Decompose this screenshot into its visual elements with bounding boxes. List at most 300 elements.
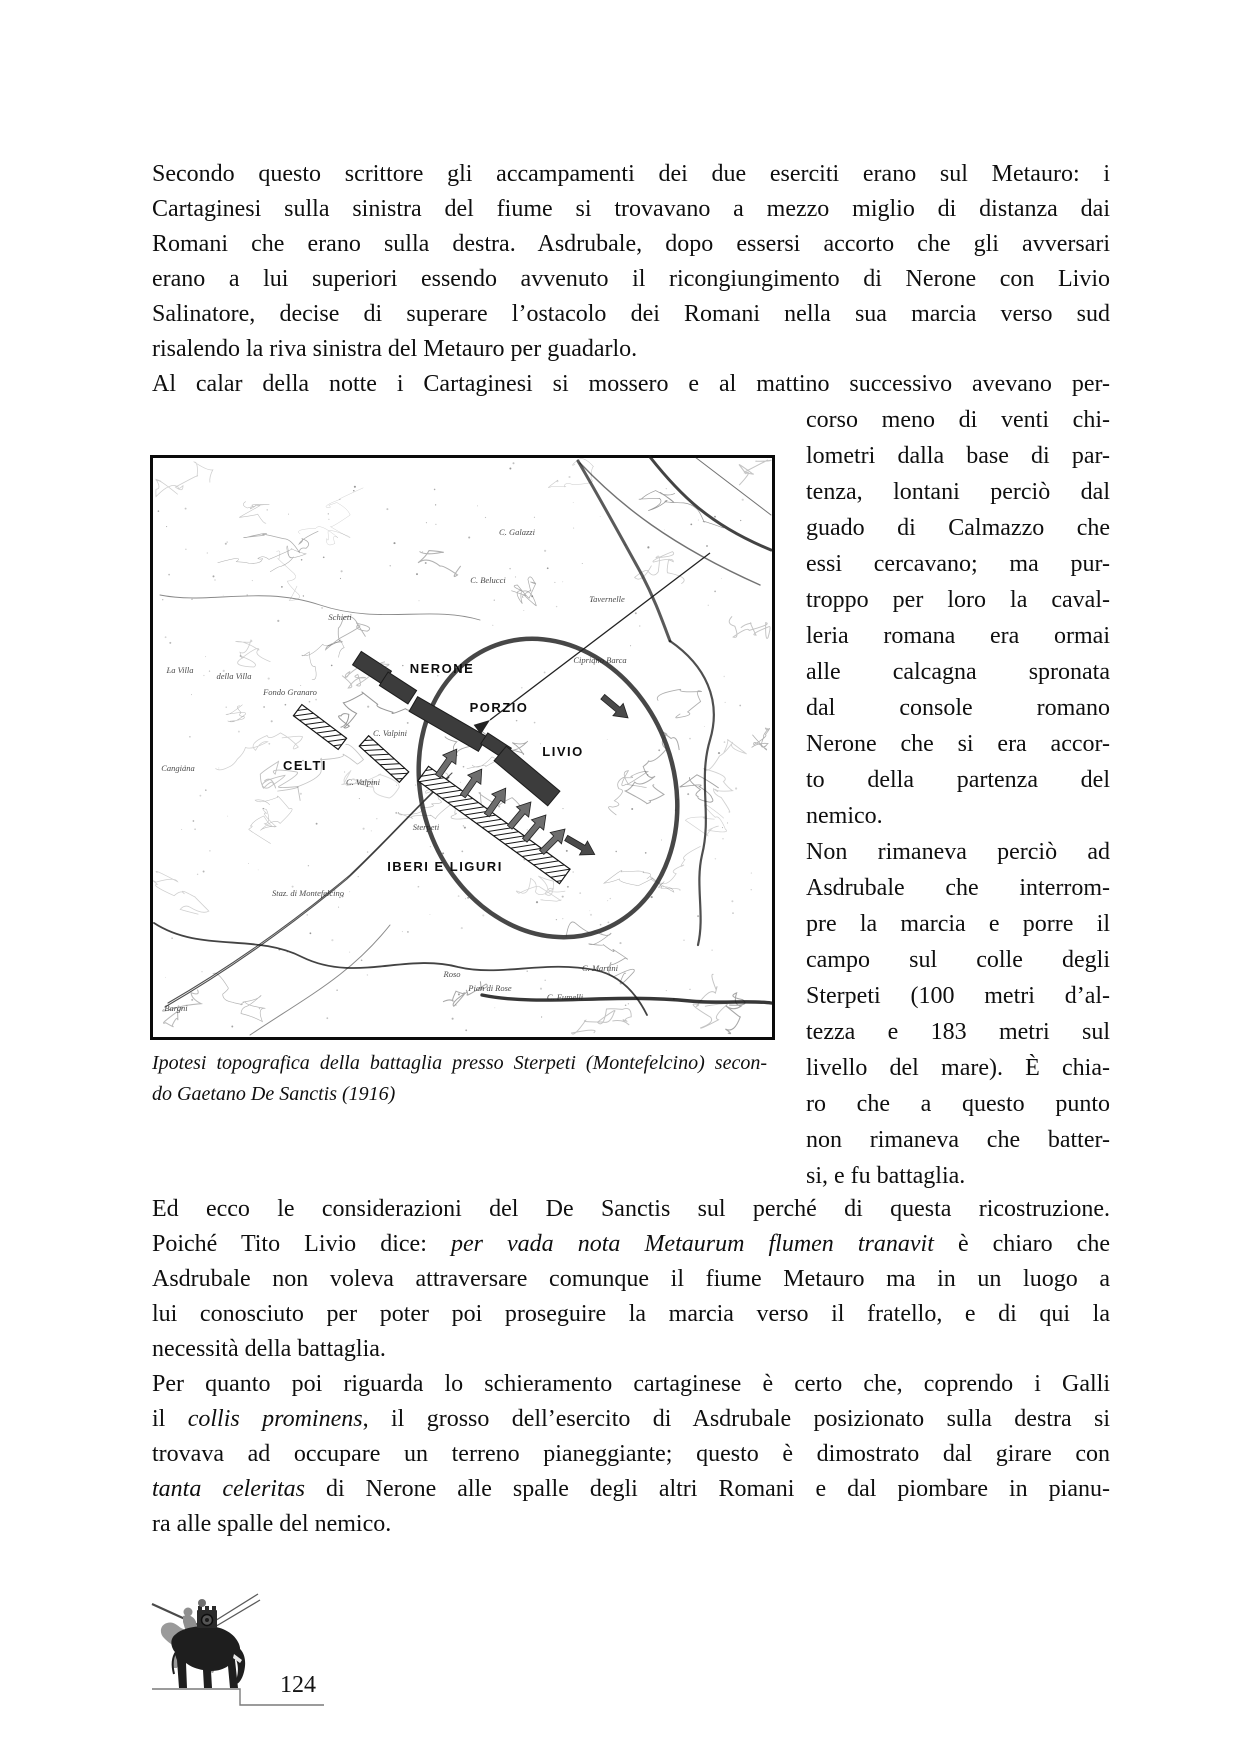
text-line	[806, 1122, 1110, 1158]
paragraph-3	[152, 1192, 1110, 1367]
terrain-dot	[422, 551, 423, 552]
text-line	[806, 870, 1110, 906]
terrain-dot	[714, 591, 716, 593]
terrain-dot	[300, 685, 301, 686]
terrain-dot	[647, 546, 649, 548]
terrain-dot	[534, 517, 535, 518]
shield-boss	[205, 1618, 209, 1622]
text-segment: do Gaetano De Sanctis (1916)	[152, 1083, 396, 1105]
army-label: LIVIO	[542, 744, 584, 759]
text-segment: nemico.	[806, 803, 883, 829]
text-line	[806, 978, 1110, 1014]
terrain-dot	[461, 927, 463, 929]
text-line	[152, 157, 1110, 192]
text-line	[152, 1192, 1110, 1227]
place-label: C. Valpini	[345, 777, 381, 787]
terrain-dot	[165, 636, 167, 638]
howdah-crenel	[205, 1606, 209, 1611]
terrain-dot	[162, 599, 163, 600]
terrain-dot	[169, 642, 171, 644]
text-segment: erano a lui superiori essendo avvenuto il ricongiungimento di Nerone con Livio	[152, 266, 1110, 292]
lance-line	[213, 1600, 260, 1628]
terrain-dot	[390, 565, 391, 566]
terrain-dot	[651, 896, 653, 898]
terrain-dot	[191, 599, 192, 600]
terrain-dot	[607, 739, 608, 740]
terrain-dot	[165, 977, 166, 978]
terrain-dot	[513, 462, 515, 464]
terrain-dot	[191, 999, 193, 1001]
text-segment: tezza e 183 metri sul	[806, 1019, 1110, 1045]
terrain-dot	[718, 752, 720, 754]
terrain-dot	[315, 699, 317, 701]
terrain-dot	[527, 829, 528, 830]
text-line	[806, 690, 1110, 726]
terrain-dot	[706, 545, 708, 547]
terrain-dot	[416, 573, 418, 575]
terrain-dot	[722, 827, 723, 828]
text-segment: trovava ad occupare un terreno pianeggiante; questo è dimostrato dal girare con	[152, 1441, 1110, 1467]
text-line	[152, 1472, 1110, 1507]
terrain-dot	[376, 818, 377, 819]
terrain-dot	[461, 851, 463, 853]
place-label: C. Belucci	[470, 575, 506, 585]
terrain-dot	[185, 549, 186, 550]
text-line	[152, 1367, 1110, 1402]
elephant-cavalry-logo	[150, 1592, 262, 1690]
terrain-dot	[494, 1007, 495, 1008]
terrain-dot	[645, 852, 647, 854]
place-label: Tavernelle	[589, 594, 625, 604]
text-line	[806, 906, 1110, 942]
terrain-dot	[523, 610, 524, 611]
terrain-dot	[199, 795, 201, 797]
terrain-dot	[213, 575, 215, 577]
terrain-dot	[328, 513, 329, 514]
terrain-dot	[185, 508, 187, 510]
terrain-dot	[248, 863, 249, 864]
page-number: 124	[280, 1672, 316, 1698]
terrain-dot	[687, 793, 689, 795]
terrain-dot	[202, 971, 203, 972]
text-segment: livello del mare). È chia-	[806, 1055, 1110, 1081]
terrain-dot	[181, 829, 182, 830]
terrain-dot	[556, 606, 557, 607]
terrain-dot	[607, 921, 609, 923]
terrain-dot	[732, 912, 734, 914]
terrain-dot	[386, 508, 388, 510]
text-segment: guado di Calmazzo che	[806, 515, 1110, 541]
terrain-dot	[308, 865, 309, 866]
text-segment: lometri dalla base di par-	[806, 443, 1110, 469]
terrain-dot	[158, 510, 160, 512]
terrain-dot	[361, 960, 363, 962]
terrain-dot	[477, 505, 478, 506]
text-segment: di Nerone alle spalle degli altri Romani e dal piombare in pianu-	[304, 1476, 1110, 1502]
terrain-dot	[698, 520, 699, 521]
place-label: C. Valpini	[372, 728, 408, 738]
text-segment: essi cercavano; ma pur-	[806, 551, 1110, 577]
terrain-dot	[307, 914, 308, 915]
terrain-dot	[619, 942, 621, 944]
terrain-dot	[573, 502, 574, 503]
text-line	[806, 582, 1110, 618]
terrain-dot	[353, 490, 354, 491]
terrain-dot	[527, 971, 528, 972]
text-line	[152, 1048, 767, 1079]
terrain-dot	[227, 816, 228, 817]
terrain-dot	[607, 900, 608, 901]
terrain-dot	[573, 528, 574, 529]
terrain-dot	[740, 520, 741, 521]
text-line	[152, 192, 1110, 227]
terrain-dot	[442, 852, 444, 854]
terrain-dot	[247, 594, 248, 595]
terrain-dot	[536, 901, 538, 903]
terrain-dot	[252, 580, 253, 581]
terrain-dot	[482, 914, 484, 916]
text-segment: Asdrubale che interrom-	[806, 875, 1110, 901]
terrain-dot	[214, 579, 215, 580]
terrain-dot	[168, 574, 170, 576]
terrain-dot	[367, 706, 369, 708]
terrain-dot	[258, 869, 259, 870]
terrain-dot	[395, 812, 397, 814]
text-segment: tenza, lontani perciò dal	[806, 479, 1110, 505]
text-segment: dal console romano	[806, 695, 1110, 721]
terrain-dot	[268, 743, 270, 745]
text-segment: Ipotesi topografica della battaglia presso Sterpeti (Montefelcino) secon-	[152, 1052, 767, 1074]
terrain-dot	[358, 876, 359, 877]
place-label: Cipriano Barca	[573, 655, 627, 665]
terrain-dot	[498, 807, 499, 808]
text-line	[152, 1262, 1110, 1297]
terrain-dot	[485, 517, 486, 518]
terrain-dot	[468, 536, 470, 538]
terrain-dot	[435, 524, 436, 525]
terrain-dot	[191, 694, 192, 695]
lance-line	[210, 1594, 258, 1624]
text-line	[152, 1227, 1110, 1262]
terrain-dot	[689, 738, 691, 740]
terrain-dot	[367, 851, 369, 853]
terrain-dot	[562, 896, 564, 898]
terrain-dot	[579, 892, 581, 894]
terrain-dot	[418, 886, 420, 888]
terrain-dot	[326, 1017, 328, 1019]
text-segment: Cartaginesi sulla sinistra del fiume si trovavano a mezzo miglio di distanza dai	[152, 196, 1110, 222]
place-label: Cangiana	[161, 763, 195, 773]
army-label: CELTI	[282, 758, 328, 773]
terrain-dot	[323, 556, 325, 558]
text-segment: corso meno di venti chi-	[806, 407, 1110, 433]
mahout-head	[198, 1599, 206, 1607]
terrain-dot	[435, 504, 436, 505]
terrain-dot	[419, 600, 420, 601]
terrain-dot	[267, 509, 268, 510]
terrain-dot	[452, 1018, 454, 1020]
terrain-dot	[615, 851, 616, 852]
text-line	[806, 798, 1110, 834]
terrain-dot	[509, 468, 511, 470]
terrain-dot	[223, 595, 224, 596]
elephant-silhouette	[171, 1626, 240, 1688]
terrain-dot	[751, 872, 752, 873]
place-label: C. Martini	[582, 963, 618, 973]
text-segment: Al calar della notte i Cartaginesi si mossero e al mattino successivo avevano per-	[152, 371, 1110, 397]
text-line	[152, 1332, 1110, 1367]
terrain-dot	[516, 720, 518, 722]
terrain-dot	[197, 874, 198, 875]
army-label: NERONE	[409, 661, 475, 676]
text-segment: leria romana era ormai	[806, 623, 1110, 649]
terrain-dot	[664, 529, 665, 530]
terrain-dot	[407, 931, 409, 933]
terrain-dot	[240, 655, 242, 657]
text-segment: tanta celeritas	[152, 1476, 305, 1502]
terrain-dot	[689, 989, 690, 990]
text-line	[152, 1437, 1110, 1472]
place-label: C. Fumelli	[546, 992, 584, 1002]
terrain-dot	[203, 675, 204, 676]
text-line	[806, 1014, 1110, 1050]
terrain-dot	[371, 830, 372, 831]
terrain-dot	[600, 924, 602, 926]
text-segment: lui conosciuto per poter poi proseguire la marcia verso il fratello, e di qui la	[152, 1301, 1110, 1327]
text-segment: è chiaro che	[933, 1231, 1110, 1257]
terrain-dot	[463, 766, 465, 768]
terrain-dot	[690, 524, 692, 526]
terrain-dot	[751, 889, 752, 890]
text-line	[806, 1158, 1110, 1194]
text-segment: Poiché Tito Livio dice:	[152, 1231, 451, 1257]
terrain-dot	[425, 562, 427, 564]
terrain-dot	[465, 1029, 467, 1031]
terrain-dot	[639, 625, 640, 626]
text-segment: Romani che erano sulla destra. Asdrubale, dopo essersi accorto che gli avversari	[152, 231, 1110, 257]
terrain-dot	[460, 782, 461, 783]
paragraph-1	[152, 157, 1110, 367]
terrain-dot	[209, 850, 210, 851]
terrain-dot	[534, 722, 536, 724]
terrain-dot	[349, 891, 350, 892]
place-label: della Villa	[216, 671, 252, 681]
army-label: PORZIO	[469, 700, 529, 715]
paragraph-2-column	[806, 402, 1110, 1194]
text-line	[806, 474, 1110, 510]
text-line	[806, 1086, 1110, 1122]
terrain-dot	[708, 605, 709, 606]
terrain-dot	[721, 578, 722, 579]
text-segment: ro che a questo punto	[806, 1091, 1110, 1117]
terrain-dot	[194, 828, 196, 830]
terrain-dot	[727, 822, 728, 823]
text-segment: Per quanto poi riguarda lo schieramento cartaginese è certo che, coprendo i Galli	[152, 1371, 1110, 1397]
paragraph-2-lead-line	[152, 367, 1110, 402]
terrain-dot	[494, 600, 495, 601]
place-label: C. Galazzi	[499, 527, 535, 537]
terrain-dot	[572, 871, 574, 873]
figure-caption	[152, 1048, 767, 1110]
text-line	[806, 546, 1110, 582]
terrain-dot	[731, 900, 733, 902]
terrain-dot	[683, 940, 684, 941]
terrain-dot	[540, 743, 541, 744]
text-segment: Non rimaneva perciò ad	[806, 839, 1110, 865]
text-line	[806, 762, 1110, 798]
terrain-dot	[209, 670, 210, 671]
terrain-dot	[711, 949, 713, 951]
terrain-dot	[354, 486, 356, 488]
terrain-dot	[647, 774, 649, 776]
terrain-dot	[610, 898, 611, 899]
terrain-dot	[714, 516, 716, 518]
terrain-dot	[344, 771, 345, 772]
text-line	[152, 1402, 1110, 1437]
terrain-dot	[723, 676, 724, 677]
terrain-dot	[331, 665, 333, 667]
paragraph-4	[152, 1367, 1110, 1542]
text-line	[806, 1050, 1110, 1086]
terrain-dot	[455, 1004, 457, 1006]
terrain-dot	[203, 871, 205, 873]
terrain-dot	[661, 840, 662, 841]
topographic-map	[150, 455, 775, 1040]
terrain-dot	[225, 543, 227, 545]
terrain-dot	[288, 514, 289, 515]
terrain-dot	[722, 838, 723, 839]
terrain-dot	[630, 645, 631, 646]
terrain-dot	[238, 731, 240, 733]
terrain-dot	[625, 1005, 627, 1007]
terrain-dot	[568, 476, 570, 478]
terrain-dot	[562, 581, 563, 582]
terrain-dot	[349, 952, 350, 953]
text-line	[152, 1297, 1110, 1332]
terrain-dot	[725, 702, 726, 703]
terrain-dot	[704, 726, 705, 727]
text-line	[806, 402, 1110, 438]
terrain-dot	[309, 701, 311, 703]
place-label: Bargni	[164, 1003, 188, 1013]
terrain-dot	[458, 993, 460, 995]
terrain-dot	[218, 768, 219, 769]
terrain-dot	[715, 858, 716, 859]
terrain-dot	[465, 898, 466, 899]
horseman-head	[184, 1608, 193, 1617]
terrain-dot	[263, 808, 264, 809]
terrain-dot	[631, 808, 633, 810]
terrain-dot	[263, 706, 265, 708]
place-label: Schieti	[328, 612, 352, 622]
terrain-dot	[402, 665, 403, 666]
terrain-dot	[321, 607, 323, 609]
terrain-dot	[582, 563, 583, 564]
terrain-dot	[193, 820, 195, 822]
text-line	[806, 510, 1110, 546]
text-line	[806, 438, 1110, 474]
text-segment: Sterpeti (100 metri d’al-	[806, 983, 1110, 1009]
text-segment: si, e fu battaglia.	[806, 1163, 966, 1189]
terrain-dot	[398, 812, 399, 813]
terrain-dot	[331, 939, 333, 941]
place-label: Staz. di Montefelcino	[271, 888, 345, 898]
terrain-dot	[658, 749, 660, 751]
text-line	[152, 367, 1110, 402]
terrain-dot	[562, 918, 563, 919]
terrain-dot	[338, 907, 339, 908]
text-line	[152, 227, 1110, 262]
terrain-dot	[556, 919, 557, 920]
terrain-dot	[724, 741, 726, 743]
terrain-dot	[300, 793, 302, 795]
text-segment: il	[152, 1406, 188, 1432]
terrain-dot	[544, 550, 546, 552]
text-segment: alle calcagna spronata	[806, 659, 1110, 685]
text-segment: risalendo la riva sinistra del Metauro per guadarlo.	[152, 336, 638, 362]
terrain-dot	[415, 784, 416, 785]
terrain-dot	[742, 499, 744, 501]
text-segment: Ed ecco le considerazioni del De Sanctis sul perché di questa ricostruzione.	[152, 1196, 1110, 1222]
text-segment: non rimaneva che batter-	[806, 1127, 1110, 1153]
terrain-dot	[451, 715, 452, 716]
terrain-dot	[458, 895, 460, 897]
terrain-dot	[231, 1026, 233, 1028]
terrain-dot	[515, 576, 516, 577]
terrain-dot	[666, 488, 667, 489]
terrain-dot	[166, 526, 167, 527]
terrain-dot	[567, 886, 569, 888]
place-label: Fondo Granaro	[263, 687, 317, 697]
terrain-dot	[600, 516, 601, 517]
terrain-dot	[426, 522, 427, 523]
text-segment: per vada nota Metaurum flumen tranavit	[450, 1231, 934, 1257]
text-line	[152, 332, 1110, 367]
terrain-dot	[697, 915, 699, 917]
place-label: La Villa	[166, 665, 194, 675]
terrain-dot	[492, 625, 493, 626]
terrain-dot	[341, 570, 343, 572]
terrain-dot	[434, 489, 436, 491]
text-line	[806, 726, 1110, 762]
terrain-dot	[590, 914, 592, 916]
terrain-dot	[396, 785, 397, 786]
terrain-dot	[463, 825, 464, 826]
terrain-dot	[635, 612, 637, 614]
text-segment: campo sul colle degli	[806, 947, 1110, 973]
terrain-dot	[556, 480, 558, 482]
terrain-dot	[171, 938, 172, 939]
terrain-dot	[310, 932, 312, 934]
terrain-dot	[336, 990, 337, 991]
text-segment: pre la marcia e porre il	[806, 911, 1110, 937]
terrain-dot	[509, 568, 511, 570]
terrain-dot	[367, 974, 368, 975]
text-line	[152, 1507, 1110, 1542]
terrain-dot	[205, 789, 207, 791]
terrain-dot	[301, 559, 303, 561]
terrain-dot	[316, 823, 318, 825]
terrain-dot	[268, 678, 270, 680]
text-segment: to della partenza del	[806, 767, 1110, 793]
terrain-dot	[340, 578, 341, 579]
terrain-dot	[566, 850, 568, 852]
terrain-dot	[271, 720, 273, 722]
terrain-dot	[393, 542, 395, 544]
howdah-crenel	[212, 1606, 216, 1611]
terrain-dot	[277, 620, 279, 622]
terrain-dot	[547, 567, 549, 569]
